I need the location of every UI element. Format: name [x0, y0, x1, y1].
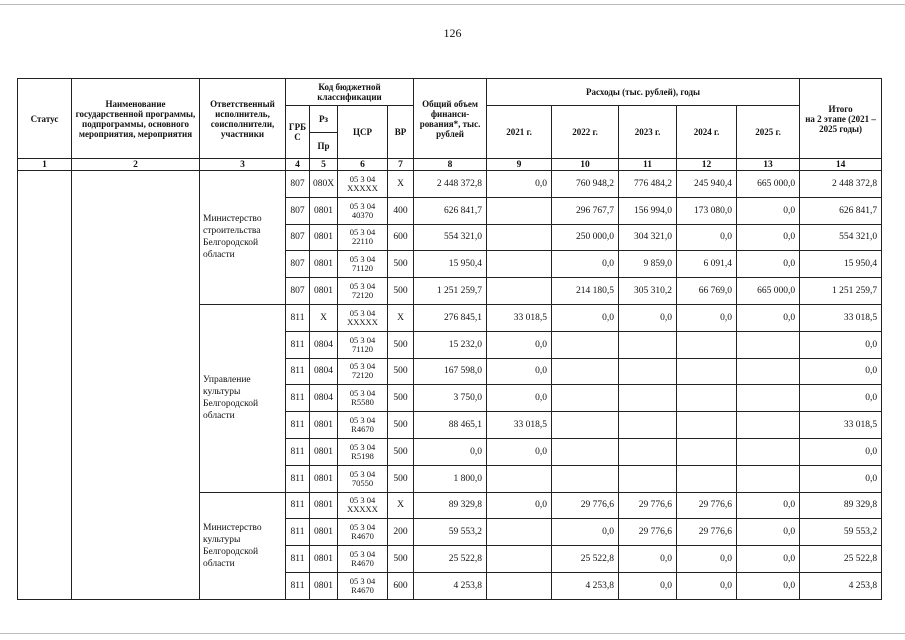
header-vr: ВР — [388, 106, 414, 159]
cell-grbs: 811 — [286, 519, 310, 546]
header-itogo-title: Итого — [828, 103, 853, 114]
cell-rz-pr: X — [310, 304, 338, 331]
cell-total: 276 845,1 — [414, 304, 487, 331]
cell-rz-pr: 0801 — [310, 438, 338, 465]
cell-2022: 4 253,8 — [552, 572, 619, 599]
cell-2022 — [552, 385, 619, 412]
column-number: 5 — [310, 159, 338, 171]
page-number: 126 — [443, 26, 462, 40]
cell-rz-pr: 0801 — [310, 278, 338, 305]
header-responsible: Ответственный исполнитель, соисполнители, участники — [200, 79, 286, 159]
column-number: 11 — [619, 159, 677, 171]
header-rz: Рз — [310, 106, 338, 133]
cell-csr: 05 3 04 72120 — [338, 278, 388, 305]
cell-total: 15 232,0 — [414, 331, 487, 358]
cell-itogo: 89 329,8 — [800, 492, 882, 519]
cell-2025: 0,0 — [737, 572, 800, 599]
cell-csr: 05 3 04 22110 — [338, 224, 388, 251]
cell-2024: 0,0 — [677, 572, 737, 599]
cell-csr: 05 3 04 XXXXX — [338, 492, 388, 519]
cell-2024: 173 080,0 — [677, 197, 737, 224]
cell-2023 — [619, 438, 677, 465]
cell-2022: 0,0 — [552, 304, 619, 331]
table-row — [18, 171, 882, 198]
cell-csr: 05 3 04 R5198 — [338, 438, 388, 465]
cell-vr: 500 — [388, 278, 414, 305]
cell-vr: 500 — [388, 331, 414, 358]
cell-csr: 05 3 04 R4670 — [338, 412, 388, 439]
cell-rz-pr: 0804 — [310, 385, 338, 412]
cell-csr: 05 3 04 71120 — [338, 331, 388, 358]
cell-itogo: 554 321,0 — [800, 224, 882, 251]
header-year-2023: 2023 г. — [619, 106, 677, 159]
cell-vr: X — [388, 304, 414, 331]
cell-rz-pr: 0804 — [310, 331, 338, 358]
cell-itogo: 0,0 — [800, 331, 882, 358]
cell-total: 15 950,4 — [414, 251, 487, 278]
column-number: 10 — [552, 159, 619, 171]
cell-2024 — [677, 331, 737, 358]
cell-2024: 6 091,4 — [677, 251, 737, 278]
cell-rz-pr: 0804 — [310, 358, 338, 385]
cell-2023: 29 776,6 — [619, 519, 677, 546]
header-itogo-period: на 2 этапе (2021 – 2025 годы) — [805, 113, 876, 134]
cell-2023: 0,0 — [619, 546, 677, 573]
column-number: 4 — [286, 159, 310, 171]
cell-rz-pr: 0801 — [310, 519, 338, 546]
cell-2021 — [487, 572, 552, 599]
cell-rz-pr: 0801 — [310, 412, 338, 439]
cell-csr: 05 3 04 40370 — [338, 197, 388, 224]
cell-itogo: 33 018,5 — [800, 304, 882, 331]
cell-2021 — [487, 197, 552, 224]
budget-table — [17, 78, 882, 600]
column-number: 7 — [388, 159, 414, 171]
cell-vr: X — [388, 171, 414, 198]
cell-2021 — [487, 251, 552, 278]
header-grbs: ГРБ С — [286, 106, 310, 159]
cell-2021: 0,0 — [487, 358, 552, 385]
cell-2023: 0,0 — [619, 572, 677, 599]
cell-rz-pr: 0801 — [310, 197, 338, 224]
cell-grbs: 811 — [286, 572, 310, 599]
cell-grbs: 807 — [286, 224, 310, 251]
cell-csr: 05 3 04 R4670 — [338, 546, 388, 573]
column-number: 9 — [487, 159, 552, 171]
cell-2022: 29 776,6 — [552, 492, 619, 519]
cell-rz-pr: 0801 — [310, 251, 338, 278]
cell-2021: 0,0 — [487, 492, 552, 519]
cell-2022: 296 767,7 — [552, 197, 619, 224]
cell-rz-pr: 080X — [310, 171, 338, 198]
cell-itogo: 33 018,5 — [800, 412, 882, 439]
cell-2025: 0,0 — [737, 519, 800, 546]
cell-vr: 500 — [388, 385, 414, 412]
header-year-2025: 2025 г. — [737, 106, 800, 159]
header-itogo — [800, 79, 882, 159]
cell-grbs: 811 — [286, 465, 310, 492]
cell-2023: 304 321,0 — [619, 224, 677, 251]
column-number: 12 — [677, 159, 737, 171]
cell-csr: 05 3 04 71120 — [338, 251, 388, 278]
cell-vr: 500 — [388, 546, 414, 573]
cell-2024: 0,0 — [677, 546, 737, 573]
column-number: 13 — [737, 159, 800, 171]
cell-2021 — [487, 278, 552, 305]
cell-total: 89 329,8 — [414, 492, 487, 519]
cell-total: 88 465,1 — [414, 412, 487, 439]
cell-csr: 05 3 04 R4670 — [338, 572, 388, 599]
column-number: 8 — [414, 159, 487, 171]
cell-vr: 500 — [388, 438, 414, 465]
cell-2023 — [619, 465, 677, 492]
table-body — [18, 171, 882, 600]
cell-2022 — [552, 331, 619, 358]
cell-2023: 29 776,6 — [619, 492, 677, 519]
cell-2025: 665 000,0 — [737, 278, 800, 305]
cell-2025 — [737, 438, 800, 465]
cell-grbs: 811 — [286, 385, 310, 412]
header-status: Статус — [18, 79, 72, 159]
cell-total: 167 598,0 — [414, 358, 487, 385]
cell-2022: 0,0 — [552, 251, 619, 278]
cell-total: 554 321,0 — [414, 224, 487, 251]
cell-grbs: 807 — [286, 171, 310, 198]
cell-rz-pr: 0801 — [310, 224, 338, 251]
cell-csr: 05 3 04 XXXXX — [338, 304, 388, 331]
column-number: 14 — [800, 159, 882, 171]
cell-vr: X — [388, 492, 414, 519]
header-year-2024: 2024 г. — [677, 106, 737, 159]
cell-2021: 0,0 — [487, 438, 552, 465]
cell-2023: 156 994,0 — [619, 197, 677, 224]
cell-itogo: 0,0 — [800, 385, 882, 412]
cell-2022: 25 522,8 — [552, 546, 619, 573]
cell-2022: 250 000,0 — [552, 224, 619, 251]
cell-2024 — [677, 358, 737, 385]
cell-2021: 33 018,5 — [487, 304, 552, 331]
cell-2022: 0,0 — [552, 519, 619, 546]
cell-2025: 0,0 — [737, 546, 800, 573]
cell-rz-pr: 0801 — [310, 492, 338, 519]
header-budget-code: Код бюджетной классификации — [286, 79, 414, 106]
cell-2024: 66 769,0 — [677, 278, 737, 305]
cell-csr: 05 3 04 XXXXX — [338, 171, 388, 198]
cell-2022 — [552, 412, 619, 439]
cell-2022 — [552, 438, 619, 465]
header-year-2021: 2021 г. — [487, 106, 552, 159]
cell-2024: 245 940,4 — [677, 171, 737, 198]
cell-2025 — [737, 385, 800, 412]
cell-2024: 0,0 — [677, 304, 737, 331]
cell-2025: 0,0 — [737, 224, 800, 251]
cell-2021 — [487, 546, 552, 573]
cell-vr: 600 — [388, 572, 414, 599]
cell-total: 25 522,8 — [414, 546, 487, 573]
cell-2021: 0,0 — [487, 171, 552, 198]
cell-2021: 33 018,5 — [487, 412, 552, 439]
cell-rz-pr: 0801 — [310, 546, 338, 573]
cell-csr: 05 3 04 70550 — [338, 465, 388, 492]
cell-2023 — [619, 412, 677, 439]
cell-total: 1 251 259,7 — [414, 278, 487, 305]
cell-2025: 0,0 — [737, 492, 800, 519]
header-expenses: Расходы (тыс. рублей), годы — [487, 79, 800, 106]
cell-itogo: 15 950,4 — [800, 251, 882, 278]
cell-2024 — [677, 385, 737, 412]
header-csr: ЦСР — [338, 106, 388, 159]
cell-total: 59 553,2 — [414, 519, 487, 546]
cell-2025 — [737, 331, 800, 358]
cell-itogo: 626 841,7 — [800, 197, 882, 224]
cell-2025: 0,0 — [737, 304, 800, 331]
cell-2023: 776 484,2 — [619, 171, 677, 198]
cell-2022 — [552, 465, 619, 492]
cell-vr: 400 — [388, 197, 414, 224]
cell-2024: 29 776,6 — [677, 492, 737, 519]
cell-itogo: 0,0 — [800, 358, 882, 385]
cell-2021 — [487, 465, 552, 492]
cell-itogo: 2 448 372,8 — [800, 171, 882, 198]
cell-grbs: 807 — [286, 278, 310, 305]
cell-status — [18, 171, 72, 600]
cell-2024 — [677, 465, 737, 492]
cell-grbs: 811 — [286, 331, 310, 358]
header-year-2022: 2022 г. — [552, 106, 619, 159]
cell-grbs: 811 — [286, 412, 310, 439]
cell-total: 626 841,7 — [414, 197, 487, 224]
cell-total: 2 448 372,8 — [414, 171, 487, 198]
cell-grbs: 811 — [286, 304, 310, 331]
cell-2024: 29 776,6 — [677, 519, 737, 546]
cell-2025 — [737, 412, 800, 439]
cell-itogo: 0,0 — [800, 465, 882, 492]
cell-2023: 9 859,0 — [619, 251, 677, 278]
column-number: 1 — [18, 159, 72, 171]
cell-2021: 0,0 — [487, 385, 552, 412]
cell-itogo: 0,0 — [800, 438, 882, 465]
cell-2023 — [619, 385, 677, 412]
cell-csr: 05 3 04 R5580 — [338, 385, 388, 412]
cell-total: 4 253,8 — [414, 572, 487, 599]
cell-2022 — [552, 358, 619, 385]
cell-2022: 760 948,2 — [552, 171, 619, 198]
header-pr: Пр — [310, 133, 338, 159]
cell-rz-pr: 0801 — [310, 465, 338, 492]
cell-2025 — [737, 358, 800, 385]
cell-vr: 500 — [388, 251, 414, 278]
cell-total: 3 750,0 — [414, 385, 487, 412]
cell-grbs: 811 — [286, 438, 310, 465]
cell-csr: 05 3 04 72120 — [338, 358, 388, 385]
cell-2021 — [487, 224, 552, 251]
cell-csr: 05 3 04 R4670 — [338, 519, 388, 546]
header-name: Наименование государственной программы, подпрограммы, основного мероприятия, мероприятия — [72, 79, 200, 159]
cell-vr: 500 — [388, 465, 414, 492]
cell-total: 0,0 — [414, 438, 487, 465]
cell-2025: 0,0 — [737, 197, 800, 224]
cell-responsible-org: Министерство строительства Белгородской области — [200, 171, 286, 305]
cell-grbs: 811 — [286, 546, 310, 573]
cell-itogo: 4 253,8 — [800, 572, 882, 599]
cell-vr: 500 — [388, 358, 414, 385]
cell-2024 — [677, 438, 737, 465]
cell-responsible-org: Министерство культуры Белгородской области — [200, 492, 286, 599]
scan-edge-top — [0, 4, 905, 5]
cell-grbs: 807 — [286, 197, 310, 224]
cell-2024: 0,0 — [677, 224, 737, 251]
cell-2025 — [737, 465, 800, 492]
cell-name — [72, 171, 200, 600]
column-number: 6 — [338, 159, 388, 171]
cell-rz-pr: 0801 — [310, 572, 338, 599]
cell-2021: 0,0 — [487, 331, 552, 358]
cell-responsible-org: Управление культуры Белгородской области — [200, 304, 286, 492]
cell-2025: 665 000,0 — [737, 171, 800, 198]
column-number: 3 — [200, 159, 286, 171]
cell-vr: 600 — [388, 224, 414, 251]
cell-total: 1 800,0 — [414, 465, 487, 492]
cell-vr: 500 — [388, 412, 414, 439]
cell-grbs: 811 — [286, 492, 310, 519]
cell-2023: 0,0 — [619, 304, 677, 331]
cell-vr: 200 — [388, 519, 414, 546]
cell-grbs: 807 — [286, 251, 310, 278]
scan-edge-bottom — [0, 633, 905, 634]
cell-2022: 214 180,5 — [552, 278, 619, 305]
cell-grbs: 811 — [286, 358, 310, 385]
cell-itogo: 1 251 259,7 — [800, 278, 882, 305]
cell-2023 — [619, 358, 677, 385]
cell-itogo: 59 553,2 — [800, 519, 882, 546]
cell-itogo: 25 522,8 — [800, 546, 882, 573]
header-total-volume: Общий объем финанси-рования*, тыс. рублей — [414, 79, 487, 159]
cell-2023: 305 310,2 — [619, 278, 677, 305]
column-number-row — [18, 159, 882, 171]
cell-2025: 0,0 — [737, 251, 800, 278]
cell-2024 — [677, 412, 737, 439]
column-number: 2 — [72, 159, 200, 171]
cell-2023 — [619, 331, 677, 358]
cell-2021 — [487, 519, 552, 546]
